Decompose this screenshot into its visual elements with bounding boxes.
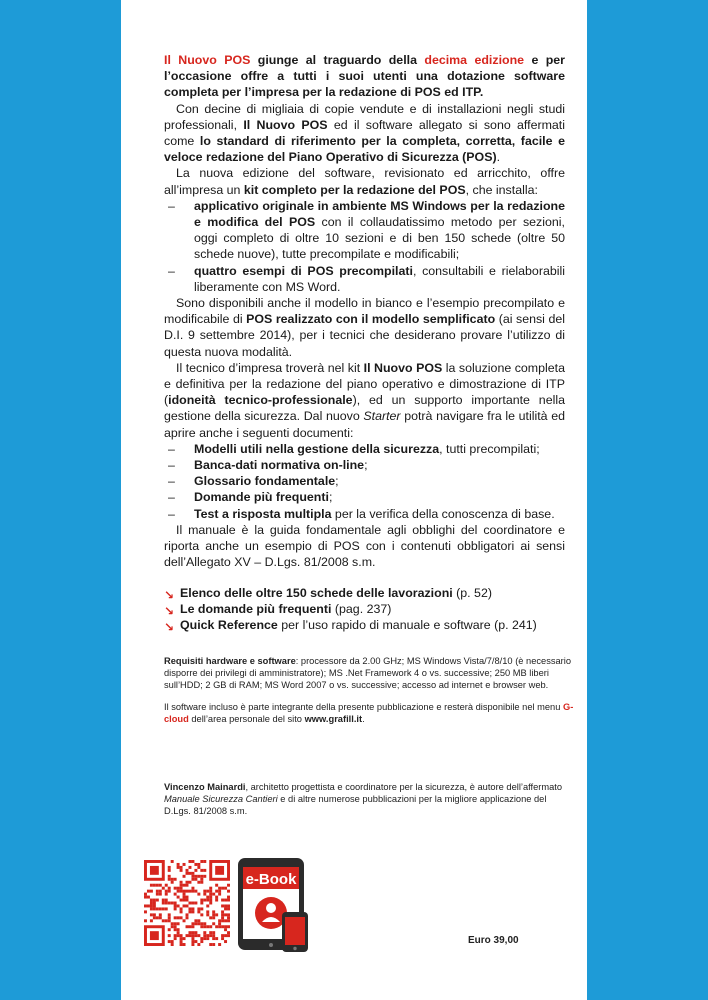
arrow-down-right-icon: ↘ [164,619,175,634]
author-bio: Vincenzo Mainardi, architetto progettista e coordinatore per la sicurezza, è autore dell’affermato Manuale Sicurezza Cantieri e di altre numerose pubblicazioni per la migliore applicazione del D.Lgs. 81/2008 s.m. [164,782,563,817]
list-item: – Test a risposta multipla per la verifica della conoscenza di base. [180,506,565,522]
list-item: ↘ Quick Reference per l’uso rapido di manuale e software (p. 241) [164,617,537,634]
list-item: ↘ Le domande più frequenti (pag. 237) [164,601,392,618]
description-text [164,52,565,646]
intro-paragraph: Il Nuovo POS giunge al traguardo della decima edizione e per l’occasione offre a tutti i suoi utenti una dotazione software completa per l’impresa per la redazione di POS ed ITP. [164,53,566,100]
qr-code-graphic [144,860,230,946]
list-item: – Glossario fondamentale; [180,473,565,489]
list-item: – Modelli utili nella gestione della sicurezza, tutti precompilati; [180,441,565,457]
price-label: Euro 39,00 [468,935,519,946]
software-note: Il software incluso è parte integrante della presente pubblicazione e resterà disponibile nel menu G-cloud dell’area personale del sito www.grafill.it. [164,701,574,724]
paragraph-4: Sono disponibili anche il modello in bianco e l’esempio precompilato e modificabile di POS realizzato con il modello semplificato (ai sensi del D.I. 9 settembre 2014), per i tecnici che desiderano provare l’utilizzo di questa nuova modalità. [164,296,565,359]
paragraph-5: Il tecnico d’impresa troverà nel kit Il Nuovo POS la soluzione completa e definitiva per la redazione del piano operativo e dimostrazione di ITP (idoneità tecnico-professionale), ed un supporto importante nella gestione della sicurezza. Dal nuovo Starter potrà navigare fra le utilità ed aprire anche i seguenti documenti: [164,360,565,440]
qr-code [144,860,230,946]
back-cover [121,0,587,1000]
list-item: – Domande più frequenti; [180,489,565,505]
list-item: – quattro esempi di POS precompilati, consultabili e rielaborabili liberamente con MS Word. [180,263,565,295]
arrow-down-right-icon: ↘ [164,587,175,602]
paragraph-3: La nuova edizione del software, revisionato ed arricchito, offre all’impresa un kit completo per la redazione del POS, che installa: [164,166,565,197]
documents-list [164,441,565,522]
smartphone-icon [282,912,308,952]
requirements-text: Requisiti hardware e software: processore da 2.00 GHz; MS Windows Vista/7/8/10 (è necessario disporre dei privilegi di amministratore); MS .Net Framework 4 o vs. successive; 250 MB liberi sull’HDD; 2 GB di RAM; MS Word 2007 o vs. successive; accesso ad internet e browser web. [164,656,571,691]
paragraph-2: Con decine di migliaia di copie vendute e di installazioni negli studi professionali, Il Nuovo POS ed il software allegato si sono affermati come lo standard di riferimento per la completa, corretta, facile e veloce redazione del Piano Operativo di Sicurezza (POS). [164,101,566,165]
requirements-block [164,655,574,734]
kit-list [164,198,565,295]
ebook-label: e-Book [245,871,297,888]
arrow-down-right-icon: ↘ [164,603,175,618]
list-item: – applicativo originale in ambiente MS Windows per la redazione e modifica del POS con il collaudatissimo metodo per sezioni, oggi completo di oltre 10 sezioni e di ben 150 schede (oltre 50 schede nuove), tutte precompilate e modificabili; [180,198,565,263]
list-item: ↘ Elenco delle oltre 150 schede delle lavorazioni (p. 52) [164,585,492,602]
page-references [164,585,565,634]
paragraph-6: Il manuale è la guida fondamentale agli obblighi del coordinatore e riporta anche un esempio di POS con i contenuti obbligatori ai sensi dell’Allegato XV – D.Lgs. 81/2008 s.m. [164,522,565,570]
list-item: – Banca-dati normativa on-line; [180,457,565,473]
